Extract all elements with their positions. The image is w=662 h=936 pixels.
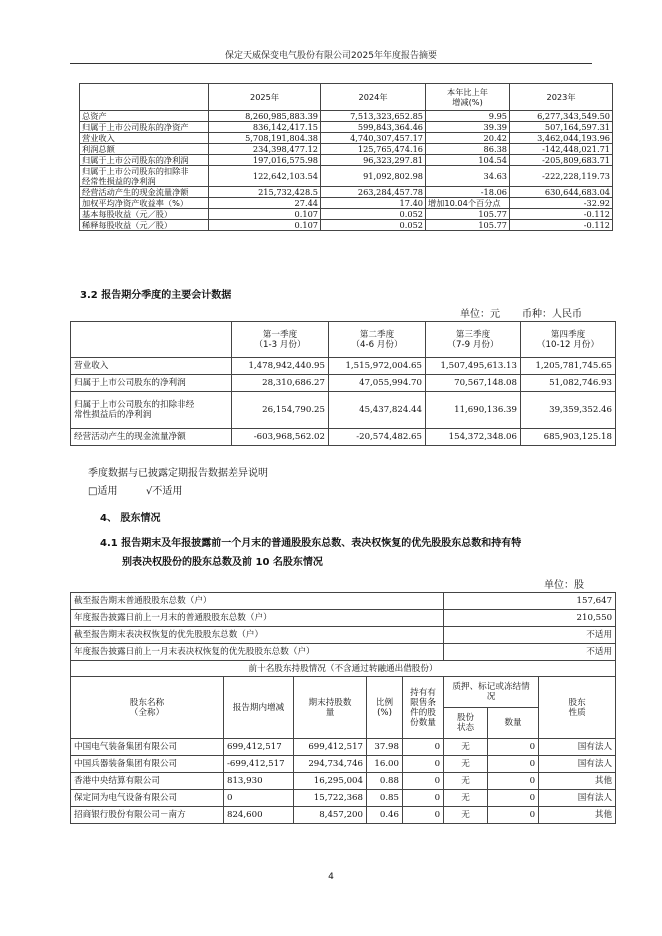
header-line: 期末持股数 [308,697,352,708]
table-row [80,133,613,144]
page-header-title: 保定天威保变电气股份有限公司2025年年度报告摘要 [225,51,437,61]
value-cell: 7,513,323,652.85 [321,111,426,122]
annual-accounting-data-table [79,83,613,231]
value-cell: -205,809,683.71 [510,155,613,166]
value-cell: 105.77 [426,220,510,231]
value-cell: 20.42 [426,133,510,144]
value-cell: 其他 [539,773,616,790]
header-cell [71,677,224,739]
row-label-line: 经常性损益的净利润 [82,176,156,186]
value-cell: 685,903,125.18 [521,429,616,446]
value-cell: 9.95 [426,111,510,122]
value-cell: 51,082,746.93 [521,375,616,392]
header-cell: 2024年 [321,84,426,111]
value-cell: 无 [444,773,488,790]
value-cell: 70,567,148.08 [426,375,521,392]
option-applicable: □适用 [88,486,118,497]
row-label: 营业收入 [80,133,209,144]
summary-row [71,593,616,610]
value-cell: 45,437,824.44 [329,392,426,429]
value-cell: 0 [488,773,539,790]
table-row [71,375,616,392]
value-cell: 39,359,352.46 [521,392,616,429]
row-label: 基本每股收益（元／股） [80,209,209,220]
table-row [80,220,613,231]
value-cell: 91,092,802.98 [321,166,426,187]
header-line: 状态 [456,723,475,733]
header-divider [70,63,592,64]
shareholders-table [70,592,616,824]
value-cell: 0 [403,773,444,790]
header-line: 况 [486,692,496,702]
table-row [71,358,616,375]
value-cell: 0 [403,790,444,807]
summary-row [71,610,616,627]
header-line: 第二季度 [359,329,395,340]
header-cell [539,677,616,739]
row-label: 利润总额 [80,144,209,155]
value-cell: 0 [488,756,539,773]
value-cell: 105.77 [426,209,510,220]
header-cell [80,84,209,111]
table-row [80,111,613,122]
table-row [80,187,613,198]
value-cell: 0 [403,739,444,756]
value-cell: 294,734,746 [294,756,367,773]
value-cell: 0 [403,756,444,773]
value-cell: 234,398,477.12 [209,144,321,155]
value-cell: 5,708,191,804.38 [209,133,321,144]
header-cell [294,677,367,739]
value-cell: -18.06 [426,187,510,198]
summary-label: 年度报告披露日前上一月末表决权恢复的优先股股东总数（户） [71,644,444,661]
value-cell: 增加10.04个百分点 [426,198,510,209]
summary-label: 年度报告披露日前上一月末的普通股股东总数（户） [71,610,444,627]
value-cell: 无 [444,756,488,773]
value-cell: 824,600 [224,807,294,824]
value-cell: 28,310,686.27 [232,375,329,392]
value-cell: -0.112 [510,209,613,220]
value-cell: 0 [488,807,539,824]
value-cell: 3,462,044,193.96 [510,133,613,144]
value-cell: 1,478,942,440.95 [232,358,329,375]
header-line: 股份 [456,713,475,723]
quarterly-diff-note: 季度数据与已披露定期报告数据差异说明 [88,468,268,479]
value-cell: 无 [444,807,488,824]
value-cell: 国有法人 [539,756,616,773]
value-cell: 26,154,790.25 [232,392,329,429]
value-cell: 15,722,368 [294,790,367,807]
header-line: (%) [377,707,392,718]
table-row [80,122,613,133]
table-row [71,739,616,756]
table-row [80,198,613,209]
shareholder-name: 保定同为电气设备有限公司 [71,790,224,807]
row-label-line: 常性损益后的净利润 [74,410,152,420]
row-label: 归属于上市公司股东的净利润 [80,155,209,166]
header-line: 限售条 [410,697,436,708]
header-cell: 数量 [488,708,539,739]
value-cell: 0.052 [321,209,426,220]
row-label: 经营活动产生的现金流量净额 [71,429,232,446]
value-cell: 27.44 [209,198,321,209]
row-label-line: 归属于上市公司股东的扣除非经 [74,400,195,410]
summary-value: 157,647 [444,593,616,610]
table-row [71,392,616,429]
table-row [80,209,613,220]
header-cell [521,322,616,358]
summary-value: 不适用 [444,644,616,661]
value-cell: 4,740,307,457.17 [321,133,426,144]
header-line: 比例 [375,697,394,708]
value-cell: 813,930 [224,773,294,790]
header-line: 增减(%) [452,97,483,107]
row-label-line: 归属于上市公司股东的扣除非 [82,166,189,176]
table-header-row [71,677,616,708]
shareholder-name: 香港中央结算有限公司 [71,773,224,790]
row-label: 加权平均净资产收益率（%） [80,198,209,209]
summary-label: 截至报告期末普通股股东总数（户） [71,593,444,610]
value-cell: 0.107 [209,209,321,220]
value-cell: 1,515,972,004.65 [329,358,426,375]
value-cell: 86.38 [426,144,510,155]
header-cell [232,322,329,358]
summary-value: 210,550 [444,610,616,627]
row-label: 营业收入 [71,358,232,375]
value-cell: 0 [403,807,444,824]
summary-row [71,627,616,644]
value-cell: -32.92 [510,198,613,209]
value-cell: 国有法人 [539,739,616,756]
header-cell: 2025年 [209,84,321,111]
row-label: 归属于上市公司股东的净资产 [80,122,209,133]
value-cell: 16.00 [367,756,403,773]
header-line: （4-6 月份） [351,339,403,350]
value-cell: 0 [488,739,539,756]
header-line: 第一季度 [262,329,298,340]
header-line: 质押、标记或冻结情 [452,682,530,692]
header-cell [403,677,444,739]
value-cell: 507,164,597.31 [510,122,613,133]
table-header-row [71,322,616,358]
section-4-1-title-line1: 4.1 报告期末及年报披露前一个月末的普通股股东总数、表决权恢复的优先股股东总数和持有特 [100,538,522,549]
table-row [71,429,616,446]
value-cell: 699,412,517 [294,739,367,756]
shareholder-name: 中国电气装备集团有限公司 [71,739,224,756]
header-cell [444,677,539,708]
value-cell: 599,843,364.46 [321,122,426,133]
value-cell: 263,284,457.78 [321,187,426,198]
header-line: （7-9 月份） [447,339,499,350]
page-number: 4 [328,872,334,882]
section-4-1-title-line2: 别表决权股份的股东总数及前 10 名股东情况 [122,557,323,568]
value-cell: 34.63 [426,166,510,187]
value-cell: 8,260,985,883.39 [209,111,321,122]
table-row [71,773,616,790]
top10-caption-row [71,661,616,677]
value-cell: -699,412,517 [224,756,294,773]
header-line: 本年比上年 [447,87,488,97]
summary-row [71,644,616,661]
row-label: 总资产 [80,111,209,122]
row-label: 稀释每股收益（元／股） [80,220,209,231]
header-cell: 报告期内增减 [224,677,294,739]
table-row [80,144,613,155]
table-row [71,807,616,824]
value-cell: 122,642,103.54 [209,166,321,187]
value-cell: 其他 [539,807,616,824]
table-row [80,155,613,166]
section-3-2-title: 3.2 报告期分季度的主要会计数据 [80,290,232,301]
top10-caption: 前十名股东持股情况（不含通过转融通出借股份） [71,661,616,677]
value-cell: 47,055,994.70 [329,375,426,392]
summary-label: 截至报告期末表决权恢复的优先股股东总数（户） [71,627,444,644]
quarterly-data-table [70,321,616,446]
value-cell: 1,205,781,745.65 [521,358,616,375]
table-row [80,166,613,187]
value-cell: 0 [488,790,539,807]
value-cell: -603,968,562.02 [232,429,329,446]
value-cell: 104.54 [426,155,510,166]
value-cell: 0.88 [367,773,403,790]
option-not-applicable: √不适用 [146,486,183,497]
value-cell: -20,574,482.65 [329,429,426,446]
row-label [71,392,232,429]
value-cell: -222,228,119.73 [510,166,613,187]
table-row [71,756,616,773]
value-cell: 8,457,200 [294,807,367,824]
table-header-row [80,84,613,111]
value-cell: 1,507,495,613.13 [426,358,521,375]
value-cell: 96,323,297.81 [321,155,426,166]
header-line: 性质 [568,707,586,718]
header-line: 第三季度 [455,329,491,340]
value-cell: 836,142,417.15 [209,122,321,133]
header-line: 份数量 [410,717,436,728]
header-line: 持有有 [410,687,436,698]
row-label: 经营活动产生的现金流量净额 [80,187,209,198]
header-cell [426,322,521,358]
row-label: 归属于上市公司股东的净利润 [71,375,232,392]
value-cell: 125,765,474.16 [321,144,426,155]
header-line: 股东名称 [129,697,165,708]
header-cell [329,322,426,358]
header-line: 量 [325,707,335,718]
value-cell: -0.112 [510,220,613,231]
value-cell: 6,277,343,549.50 [510,111,613,122]
value-cell: 无 [444,739,488,756]
row-label [80,166,209,187]
value-cell: 0 [224,790,294,807]
value-cell: 0.85 [367,790,403,807]
header-line: （1-3 月份） [254,339,306,350]
header-cell: 2023年 [510,84,613,111]
value-cell: 37.98 [367,739,403,756]
value-cell: 630,644,683.04 [510,187,613,198]
unit-label: 单位：元 [460,309,500,320]
section-4-title: 4、 股东情况 [100,513,161,524]
header-line: 股东 [568,697,586,708]
value-cell: 197,016,575.98 [209,155,321,166]
currency-label: 币种：人民币 [522,309,582,320]
shares-unit-label: 单位：股 [544,580,584,591]
value-cell: 11,690,136.39 [426,392,521,429]
value-cell: 0.052 [321,220,426,231]
shareholder-name: 中国兵器装备集团有限公司 [71,756,224,773]
value-cell: 39.39 [426,122,510,133]
value-cell: 无 [444,790,488,807]
header-cell [367,677,403,739]
value-cell: 699,412,517 [224,739,294,756]
header-line: 第四季度 [550,329,586,340]
value-cell: 17.40 [321,198,426,209]
value-cell: 0.46 [367,807,403,824]
table-row [71,790,616,807]
value-cell: 215,732,428.5 [209,187,321,198]
shareholder-name: 招商银行股份有限公司－南方 [71,807,224,824]
header-line: （全称） [129,707,165,718]
value-cell: 154,372,348.06 [426,429,521,446]
header-cell [71,322,232,358]
summary-value: 不适用 [444,627,616,644]
header-cell [444,708,488,739]
header-cell [426,84,510,111]
header-line: 件的股 [410,707,436,718]
value-cell: 16,295,004 [294,773,367,790]
value-cell: -142,448,021.71 [510,144,613,155]
value-cell: 0.107 [209,220,321,231]
value-cell: 国有法人 [539,790,616,807]
header-line: （10-12 月份） [536,339,600,350]
